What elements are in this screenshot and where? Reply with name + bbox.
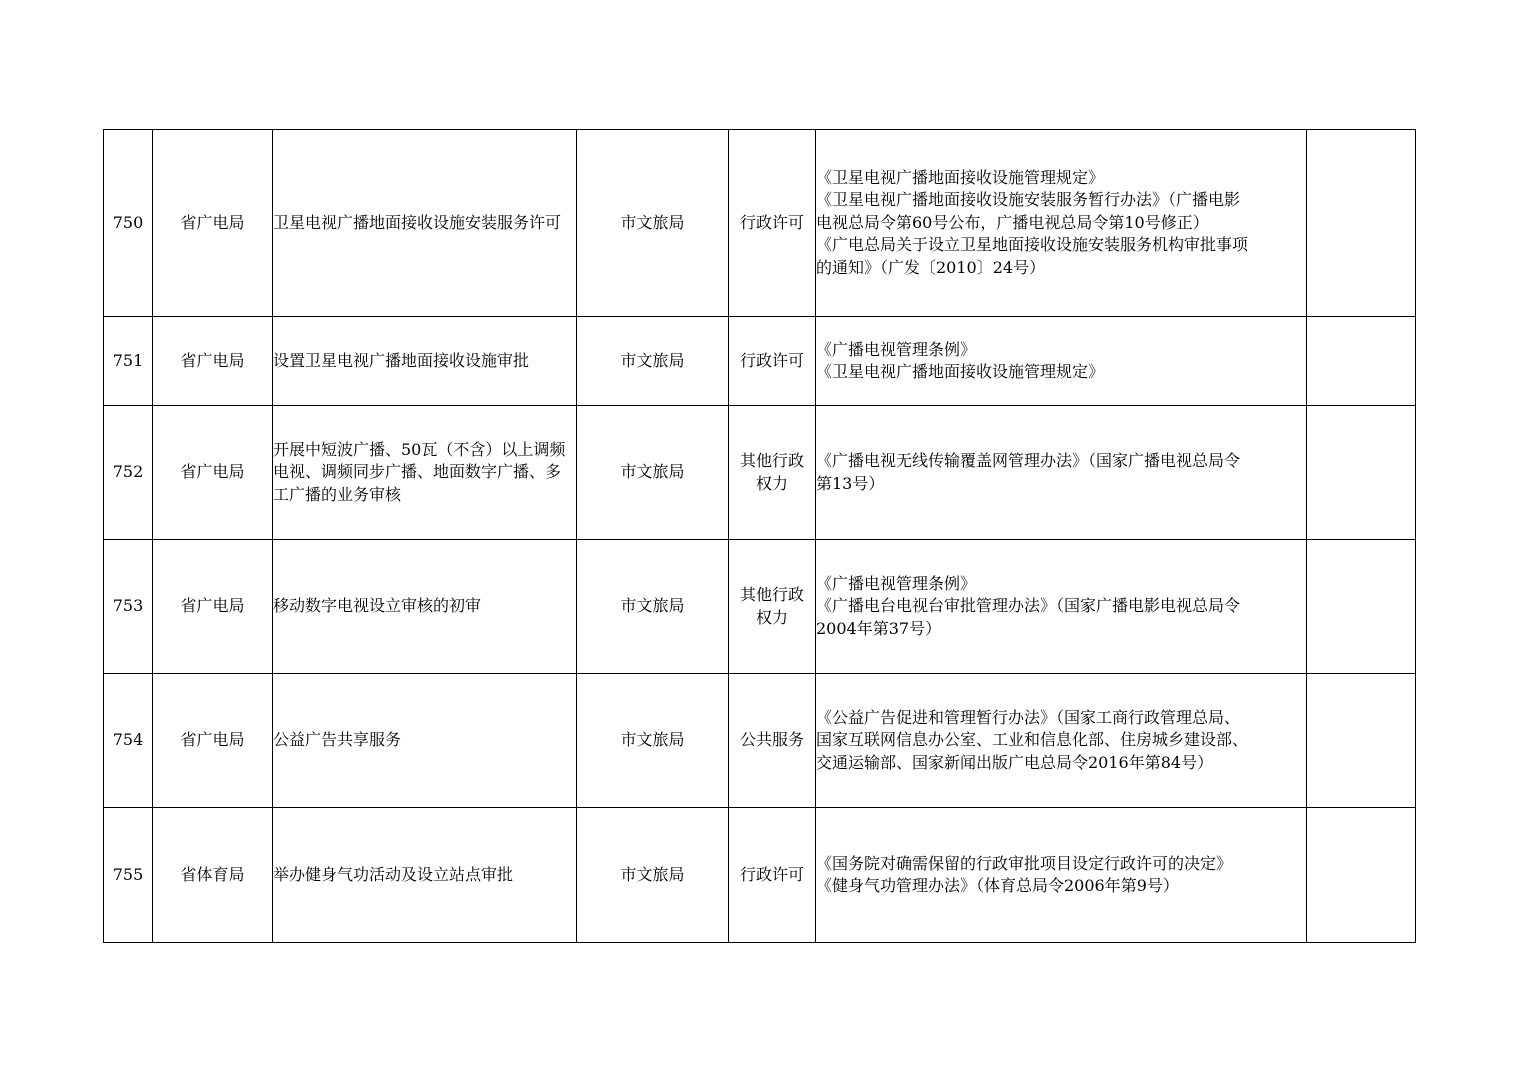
table-row — [104, 674, 1416, 808]
basis-line: 的通知》（广发〔2010〕24号） — [816, 257, 1046, 277]
basis-line: 《广播电台电视台审批管理办法》（国家广播电影电视总局令 — [816, 596, 1241, 616]
remarks — [1307, 808, 1416, 943]
table-row — [104, 317, 1416, 406]
item-name: 移动数字电视设立审核的初审 — [273, 540, 577, 674]
table-row — [104, 406, 1416, 540]
implementing-unit: 市文旅局 — [577, 317, 729, 406]
legal-basis — [816, 540, 1307, 674]
basis-line: 《广播电视无线传输覆盖网管理办法》（国家广播电视总局令 — [816, 451, 1241, 470]
basis-line: 《健身气功管理办法》（体育总局令2006年第9号） — [816, 876, 1179, 895]
department: 省体育局 — [153, 808, 273, 943]
basis-line: 《卫星电视广播地面接收设施安装服务暂行办法》（广播电影 — [816, 190, 1241, 210]
item-name: 设置卫星电视广播地面接收设施审批 — [273, 317, 577, 406]
row-number: 755 — [104, 808, 153, 943]
row-number: 750 — [104, 130, 153, 317]
department: 省广电局 — [153, 130, 273, 317]
power-type: 其他行政权力 — [729, 540, 816, 674]
table-row — [104, 130, 1416, 317]
power-type: 行政许可 — [729, 317, 816, 406]
item-name: 举办健身气功活动及设立站点审批 — [273, 808, 577, 943]
item-name: 卫星电视广播地面接收设施安装服务许可 — [273, 130, 577, 317]
basis-line: 《卫星电视广播地面接收设施管理规定》 — [816, 362, 1105, 381]
remarks — [1307, 540, 1416, 674]
basis-line: 《卫星电视广播地面接收设施管理规定》 — [816, 167, 1105, 187]
basis-line: 2004年第37号） — [816, 618, 942, 638]
legal-basis — [816, 130, 1307, 317]
row-number: 751 — [104, 317, 153, 406]
implementing-unit: 市文旅局 — [577, 540, 729, 674]
legal-basis — [816, 674, 1307, 808]
table-row — [104, 540, 1416, 674]
remarks — [1307, 317, 1416, 406]
legal-basis — [816, 808, 1307, 943]
power-type: 其他行政权力 — [729, 406, 816, 540]
basis-line: 《广播电视管理条例》 — [816, 339, 977, 359]
remarks — [1307, 130, 1416, 317]
row-number: 752 — [104, 406, 153, 540]
power-type: 行政许可 — [729, 130, 816, 317]
implementing-unit: 市文旅局 — [577, 808, 729, 943]
implementing-unit: 市文旅局 — [577, 674, 729, 808]
legal-basis — [816, 406, 1307, 540]
department: 省广电局 — [153, 317, 273, 406]
power-type: 公共服务 — [729, 674, 816, 808]
department: 省广电局 — [153, 406, 273, 540]
legal-basis — [816, 317, 1307, 406]
basis-line: 国家互联网信息办公室、工业和信息化部、住房城乡建设部、 — [816, 730, 1249, 750]
department: 省广电局 — [153, 674, 273, 808]
basis-line: 《国务院对确需保留的行政审批项目设定行政许可的决定》 — [816, 853, 1233, 873]
item-name: 公益广告共享服务 — [273, 674, 577, 808]
basis-line: 《广电总局关于设立卫星地面接收设施安装服务机构审批事项 — [816, 235, 1249, 255]
remarks — [1307, 674, 1416, 808]
basis-line: 电视总局令第60号公布，广播电视总局令第10号修正） — [816, 212, 1209, 232]
basis-line: 第13号） — [816, 473, 885, 493]
implementing-unit: 市文旅局 — [577, 130, 729, 317]
basis-line: 《公益广告促进和管理暂行办法》（国家工商行政管理总局、 — [816, 707, 1241, 727]
basis-line: 交通运输部、国家新闻出版广电总局令2016年第84号） — [816, 752, 1214, 772]
row-number: 754 — [104, 674, 153, 808]
remarks — [1307, 406, 1416, 540]
row-number: 753 — [104, 540, 153, 674]
department: 省广电局 — [153, 540, 273, 674]
item-name: 开展中短波广播、50瓦（不含）以上调频电视、调频同步广播、地面数字广播、多工广播的业务审核 — [273, 406, 577, 540]
table-row — [104, 808, 1416, 943]
items-table — [103, 129, 1416, 943]
power-type: 行政许可 — [729, 808, 816, 943]
basis-line: 《广播电视管理条例》 — [816, 573, 977, 593]
implementing-unit: 市文旅局 — [577, 406, 729, 540]
